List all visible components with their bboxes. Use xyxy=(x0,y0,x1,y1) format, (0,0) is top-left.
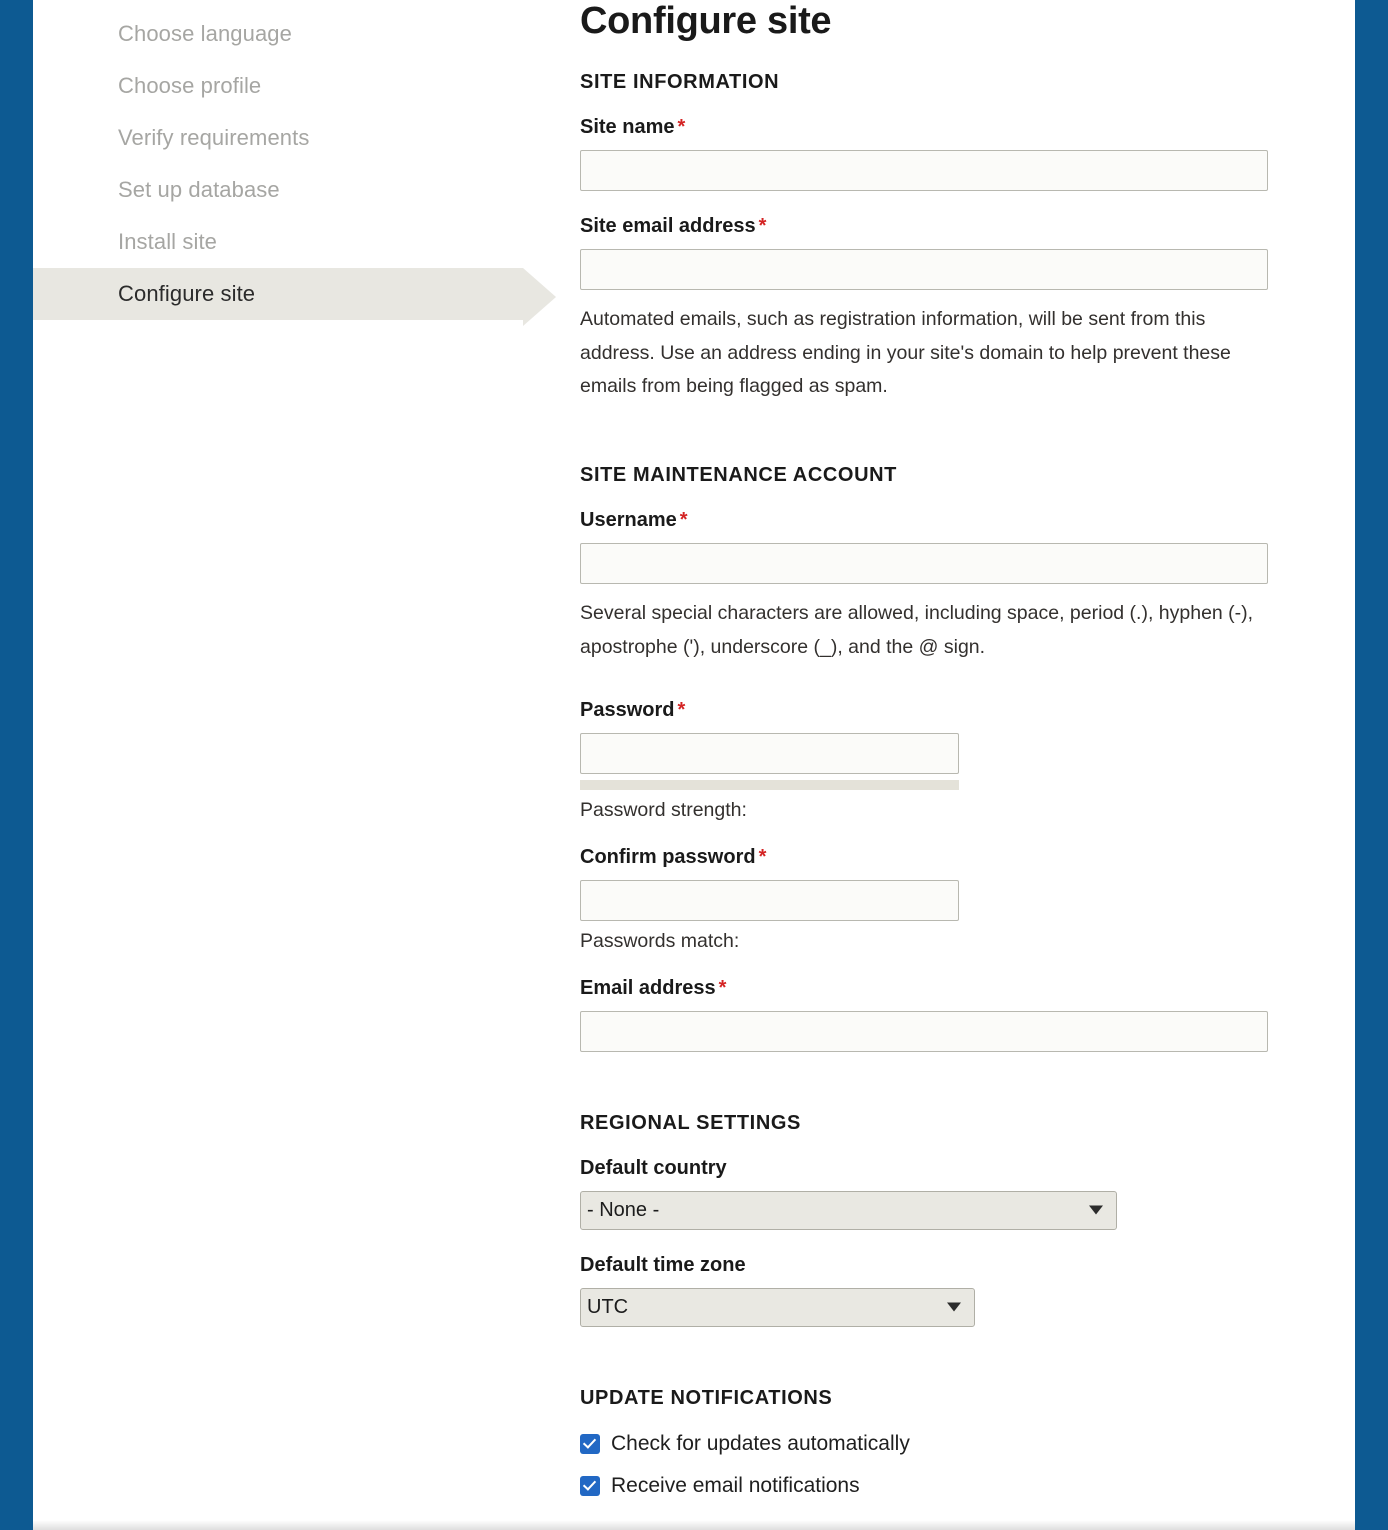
task-label: Set up database xyxy=(118,177,280,202)
username-input[interactable] xyxy=(580,543,1268,584)
site-email-input[interactable] xyxy=(580,249,1268,290)
sidebar-item-configure-site[interactable] xyxy=(33,268,523,320)
required-marker: * xyxy=(677,116,686,138)
password-label-text: Password xyxy=(580,698,675,721)
task-label: Install site xyxy=(118,229,218,254)
check-updates-label: Check for updates automatically xyxy=(611,1431,910,1455)
sidebar-item-choose-language[interactable] xyxy=(33,8,523,60)
configure-site-form xyxy=(580,0,1300,1498)
default-country-select[interactable] xyxy=(580,1191,1117,1230)
sidebar-item-verify-requirements[interactable] xyxy=(33,112,523,164)
username-label-text: Username xyxy=(580,509,677,532)
install-task-list xyxy=(33,0,523,320)
task-label: Verify requirements xyxy=(118,125,310,150)
required-marker: * xyxy=(677,698,686,721)
confirm-password-label-text: Confirm password xyxy=(580,845,756,868)
username-label xyxy=(580,509,1300,532)
required-marker: * xyxy=(718,976,727,999)
email-notifications-label: Receive email notifications xyxy=(611,1473,860,1497)
required-marker: * xyxy=(758,215,767,237)
email-address-input[interactable] xyxy=(580,1011,1268,1052)
installer-page xyxy=(33,0,1355,1530)
task-label: Configure site xyxy=(118,281,256,306)
site-email-description: Automated emails, such as registration information, will be sent from this address. Use an address ending in your site's domain to help prevent these emails from being flagged as spam. xyxy=(580,308,1231,398)
site-name-label xyxy=(580,116,1300,139)
default-time-zone-label: Default time zone xyxy=(580,1253,746,1276)
password-strength-text xyxy=(580,799,1300,822)
password-label xyxy=(580,699,1300,722)
password-strength-bar xyxy=(580,780,959,790)
passwords-match-label: Passwords match: xyxy=(580,929,740,952)
email-notifications-row[interactable] xyxy=(580,1474,1300,1498)
task-label: Choose language xyxy=(118,21,292,46)
required-marker: * xyxy=(758,845,767,868)
default-country-label: Default country xyxy=(580,1156,727,1179)
page-title: Configure site xyxy=(580,0,832,42)
site-name-input[interactable] xyxy=(580,150,1268,191)
password-input[interactable] xyxy=(580,733,959,774)
task-label: Choose profile xyxy=(118,73,262,98)
password-strength-label: Password strength: xyxy=(580,798,747,821)
passwords-match-text xyxy=(580,930,1300,953)
email-address-label-text: Email address xyxy=(580,976,716,999)
page-bottom-shadow xyxy=(33,1520,1355,1530)
section-heading-update-notifications: UPDATE NOTIFICATIONS xyxy=(580,1386,833,1409)
default-country-select-wrap[interactable] xyxy=(580,1191,1117,1230)
section-heading-site-maintenance-account: SITE MAINTENANCE ACCOUNT xyxy=(580,464,897,487)
sidebar-item-choose-profile[interactable] xyxy=(33,60,523,112)
sidebar-item-install-site[interactable] xyxy=(33,216,523,268)
confirm-password-input[interactable] xyxy=(580,880,959,921)
sidebar-item-set-up-database[interactable] xyxy=(33,164,523,216)
default-time-zone-select-wrap[interactable] xyxy=(580,1288,975,1327)
check-updates-row[interactable] xyxy=(580,1432,1300,1456)
check-updates-checkbox[interactable] xyxy=(580,1434,600,1454)
default-time-zone-select[interactable] xyxy=(580,1288,975,1327)
email-notifications-checkbox[interactable] xyxy=(580,1476,600,1496)
section-heading-regional-settings: REGIONAL SETTINGS xyxy=(580,1111,801,1134)
confirm-password-label xyxy=(580,846,1300,869)
site-email-label-text: Site email address xyxy=(580,215,756,237)
email-address-label xyxy=(580,977,1300,1000)
required-marker: * xyxy=(679,509,688,532)
site-email-label xyxy=(580,215,1300,238)
site-name-label-text: Site name xyxy=(580,116,675,138)
section-heading-site-information: SITE INFORMATION xyxy=(580,71,780,93)
username-description: Several special characters are allowed, including space, period (.), hyphen (-), apostrophe ('), underscore (_), and the @ sign. xyxy=(580,602,1254,658)
